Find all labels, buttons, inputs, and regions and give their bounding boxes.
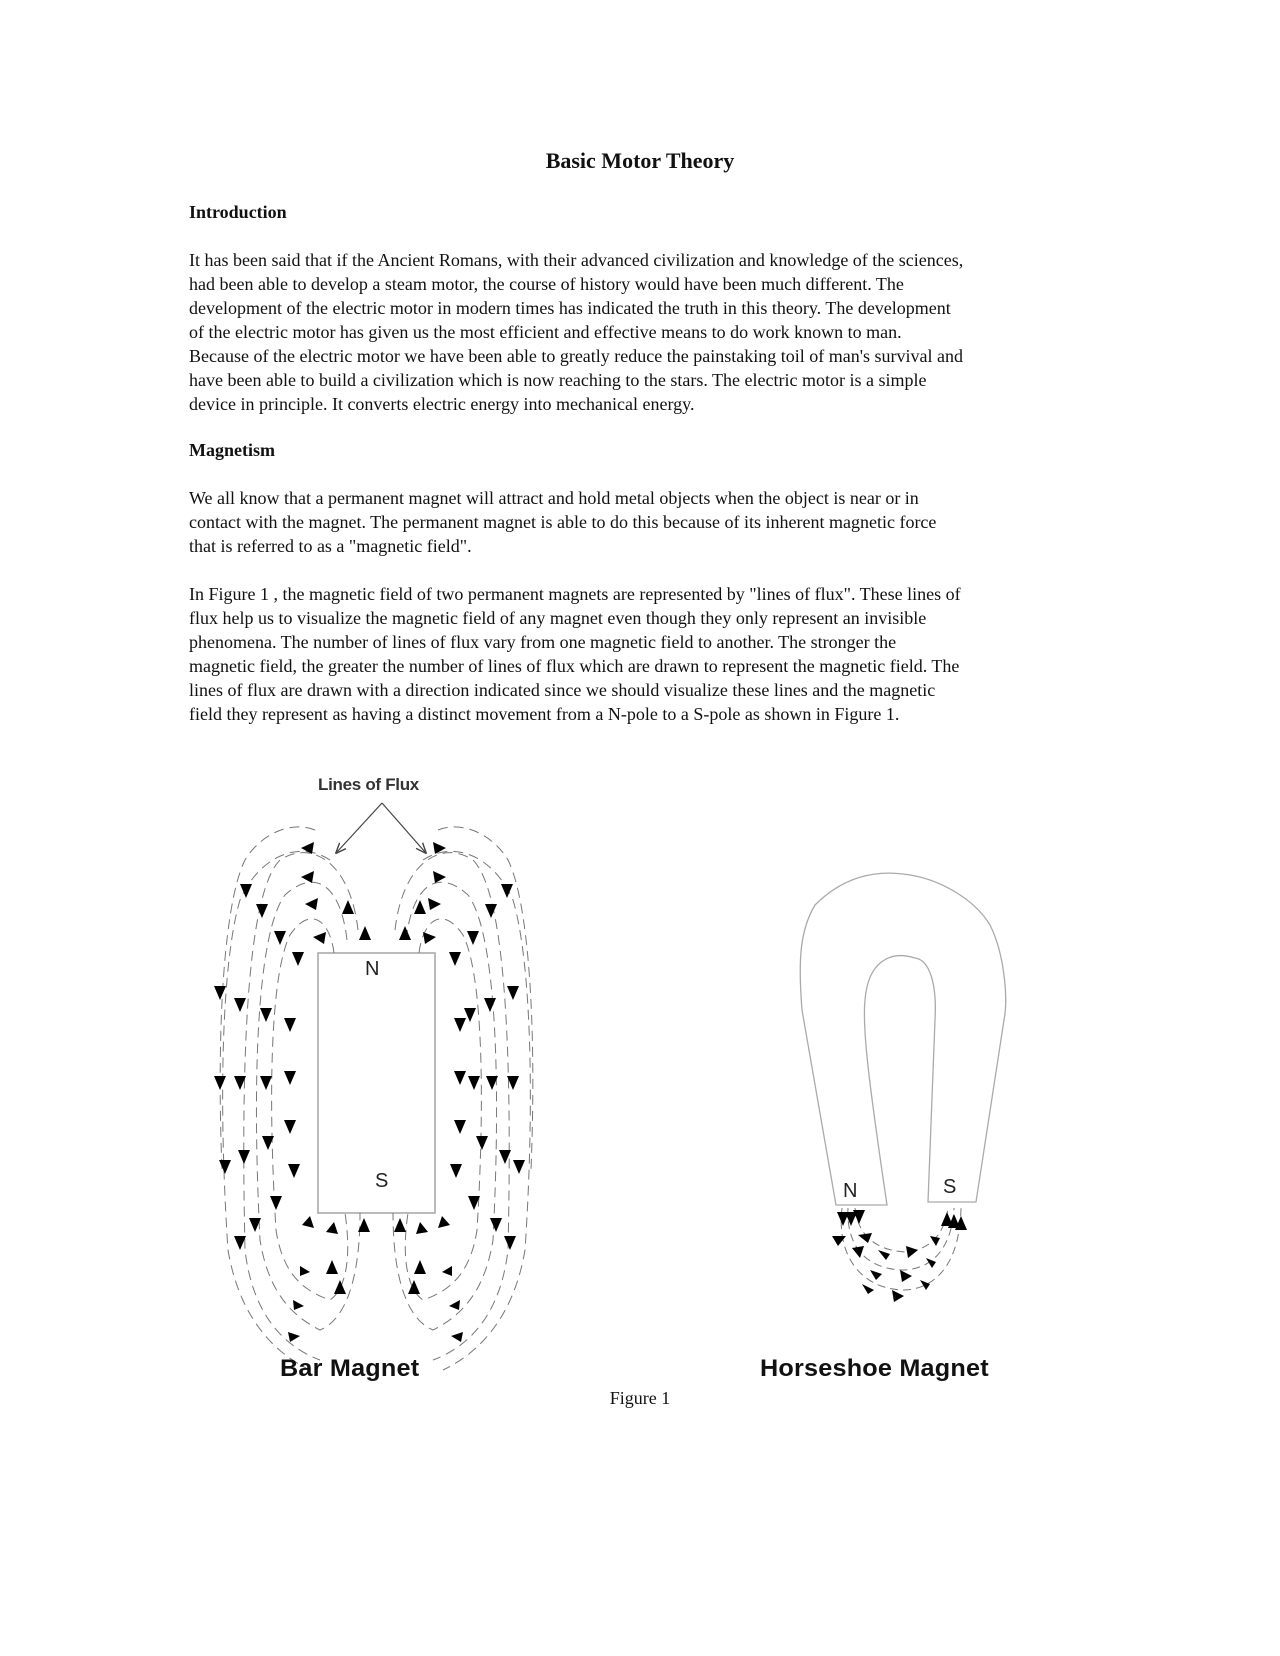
bar-magnet-south-pole-label: S [375,1170,389,1192]
text-line: magnetic field, the greater the number of lines of flux which are drawn to represent the magnetic field. The [189,656,960,676]
text-line: It has been said that if the Ancient Romans, with their advanced civilization and knowledge of the sciences, [189,250,964,270]
bar-magnet-north-pole-label: N [365,958,380,980]
text-line: of the electric motor has given us the most efficient and effective means to do work known to man. [189,322,902,342]
text-line: device in principle. It converts electric energy into mechanical energy. [189,394,695,414]
text-line: development of the electric motor in modern times has indicated the truth in this theory. The development [189,298,951,318]
text-line: lines of flux are drawn with a direction indicated since we should visualize these lines and the magnetic [189,680,936,700]
horseshoe-magnet-south-pole-label: S [943,1176,957,1198]
text-line: flux help us to visualize the magnetic field of any magnet even though they only represent an invisible [189,608,927,628]
text-line: Because of the electric motor we have been able to greatly reduce the painstaking toil of man's survival and [189,346,963,366]
section-heading-magnetism: Magnetism [189,440,275,460]
horseshoe-magnet-body [800,873,1005,1205]
horseshoe-magnet-north-pole-label: N [843,1180,858,1202]
figure-caption: Figure 1 [609,1388,671,1408]
bar-magnet-label: Bar Magnet [280,1355,420,1382]
text-line: In Figure 1 , the magnetic field of two permanent magnets are represented by "lines of flux". These lines of [189,584,961,604]
text-line: contact with the magnet. The permanent magnet is able to do this because of its inherent magnetic force [189,512,937,532]
text-line: have been able to build a civilization which is now reaching to the stars. The electric motor is a simple [189,370,927,390]
horseshoe-magnet-flux-arrows [832,1210,967,1302]
text-line: We all know that a permanent magnet will attract and hold metal objects when the object is near or in [189,488,919,508]
section-heading-introduction: Introduction [189,202,287,222]
text-line: field they represent as having a distinct movement from a N-pole to a S-pole as shown in Figure 1. [189,704,900,724]
lines-of-flux-label: Lines of Flux [318,775,419,794]
text-line: that is referred to as a "magnetic field". [189,536,472,556]
text-line: phenomena. The number of lines of flux vary from one magnetic field to another. The stronger the [189,632,897,652]
text-line: had been able to develop a steam motor, the course of history would have been much different. The [189,274,904,294]
horseshoe-magnet-label: Horseshoe Magnet [760,1355,989,1382]
callout-arrows [337,803,425,852]
document-title: Basic Motor Theory [545,148,735,173]
